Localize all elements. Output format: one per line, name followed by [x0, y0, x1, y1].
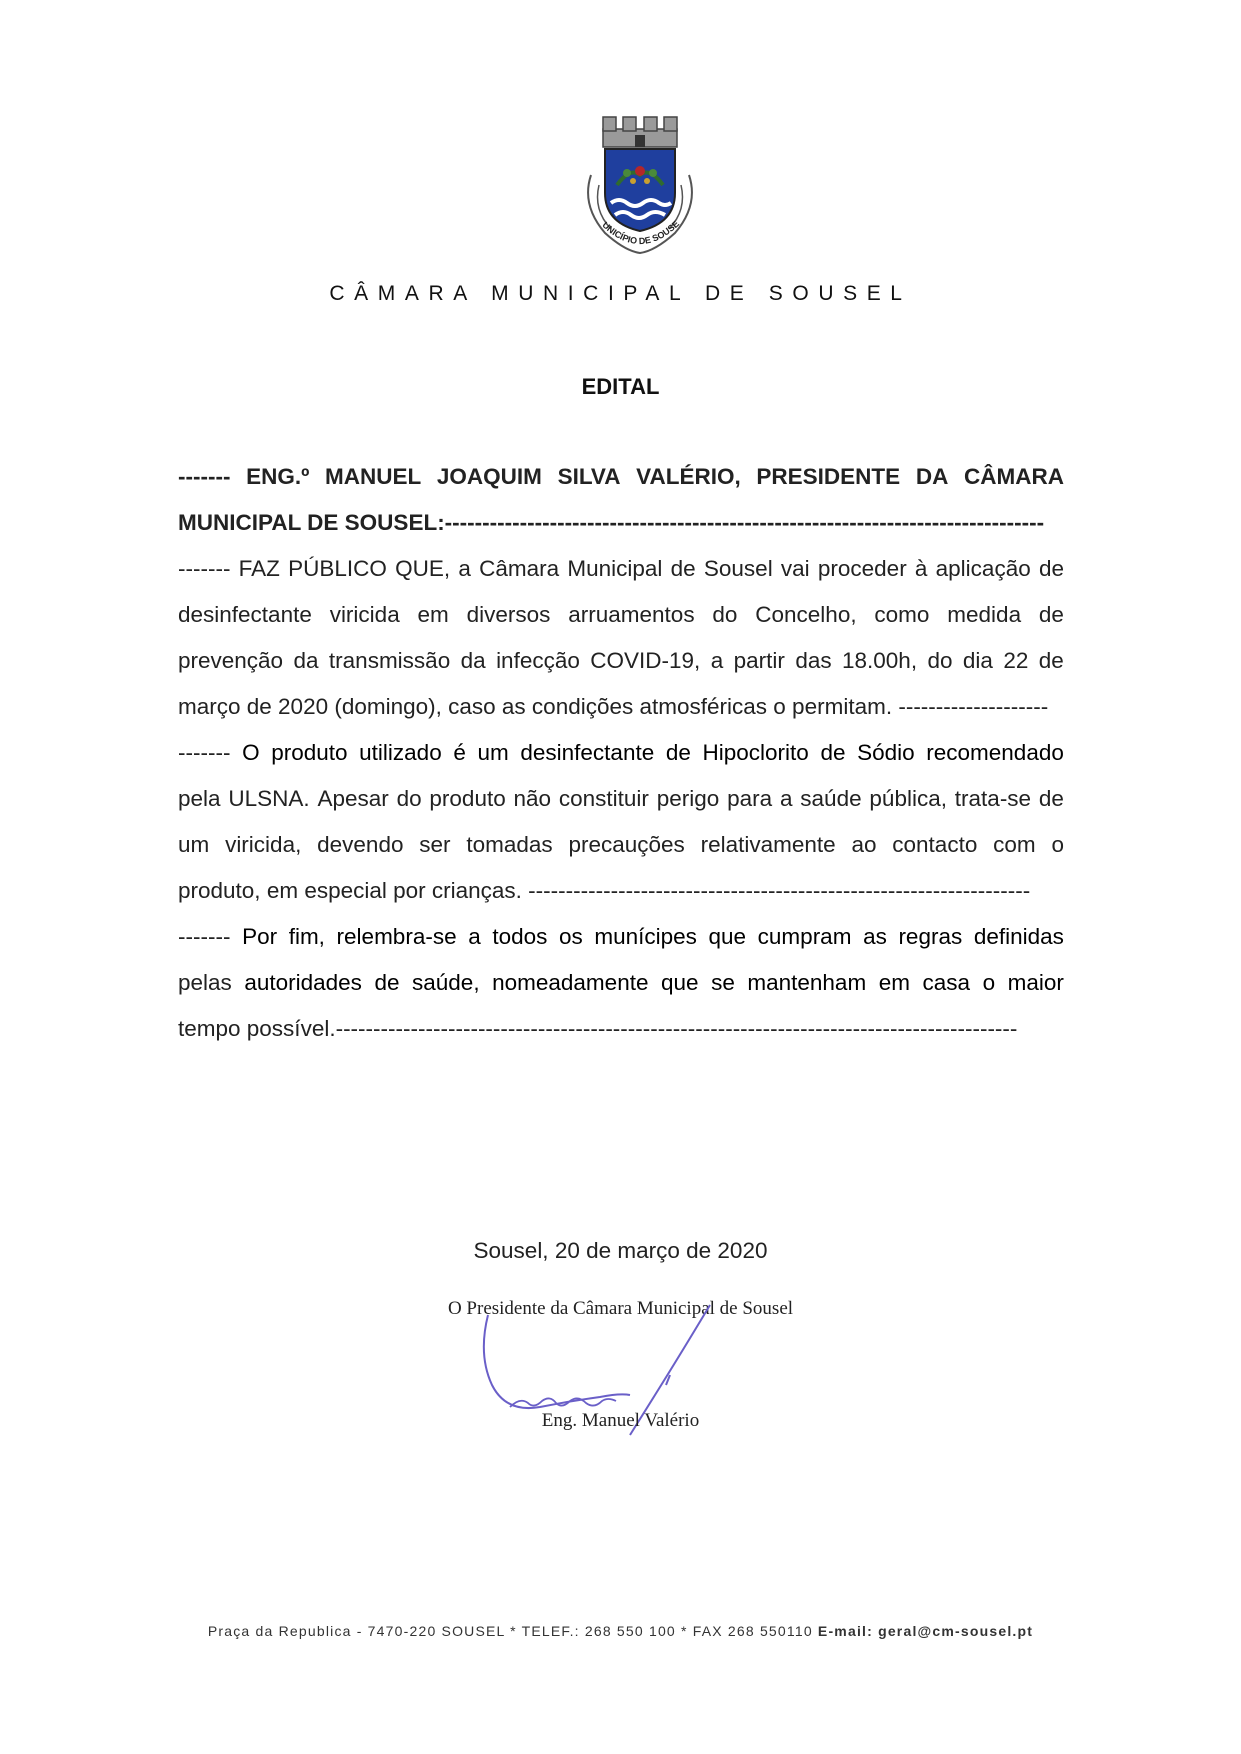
body-word: de [1038, 556, 1064, 581]
body-word: pública, [869, 786, 947, 811]
body-word: Municipal [567, 556, 663, 581]
document-body [178, 454, 1064, 1052]
body-word: um [178, 832, 210, 857]
body-word: do [927, 648, 953, 673]
body-word: utilizado [359, 740, 442, 765]
body-word: se [711, 970, 735, 995]
body-word: produto, em especial por crianças. ------------------------------------------------------------------- [178, 878, 1031, 903]
body-word: Concelho, [755, 602, 857, 627]
body-word: para [727, 786, 773, 811]
body-word: ULSNA. [228, 786, 310, 811]
body-word: diversos [466, 602, 551, 627]
body-word: com [993, 832, 1036, 857]
body-word: ------- [178, 556, 231, 581]
body-word: PÚBLICO [288, 556, 387, 581]
place-and-date: Sousel, 20 de março de 2020 [473, 1238, 768, 1263]
body-word: PRESIDENTE [756, 464, 901, 489]
body-line [178, 500, 1064, 546]
body-word: QUE, [395, 556, 451, 581]
body-word: tempo possível.------------------------------------------------------------------------------------------- [178, 1016, 1018, 1041]
body-word: JOAQUIM [436, 464, 542, 489]
body-word: FAZ [238, 556, 280, 581]
body-word: Sódio [857, 740, 915, 765]
body-word: recomendado [926, 740, 1064, 765]
body-word: a [458, 556, 471, 581]
body-word: infecção [496, 648, 580, 673]
body-word: os [558, 924, 583, 949]
body-word: desinfectante [520, 740, 655, 765]
body-word: Por [242, 924, 278, 949]
body-word: desinfectante [178, 602, 312, 627]
organization-name: CÂMARA MUNICIPAL DE SOUSEL [329, 282, 912, 305]
body-word: de [670, 556, 696, 581]
footer-address: Praça da Republica - 7470-220 SOUSEL * TELEF.: 268 550 100 * FAX 268 550110 [207, 1623, 818, 1639]
body-word: como [874, 602, 930, 627]
crest-icon [575, 115, 705, 260]
footer-contact [0, 1623, 1241, 1639]
body-word: pela [178, 786, 221, 811]
body-line [178, 730, 1064, 776]
body-word: SILVA [557, 464, 621, 489]
body-word: contacto [892, 832, 978, 857]
body-word: saúde, [412, 970, 480, 995]
body-line [178, 454, 1064, 500]
body-word: casa [922, 970, 971, 995]
body-word: ao [851, 832, 877, 857]
body-word: as [863, 924, 887, 949]
body-word: Hipoclorito [702, 740, 809, 765]
body-word: de [374, 970, 400, 995]
body-word: 18.00h, [842, 648, 918, 673]
body-word: trata-se [954, 786, 1032, 811]
body-word: fim, [288, 924, 325, 949]
body-word: tomadas [466, 832, 553, 857]
body-word: ------- [178, 464, 231, 489]
body-word: do [396, 786, 422, 811]
signatory-name: Eng. Manuel Valério [541, 1410, 700, 1431]
body-word: é [453, 740, 466, 765]
body-line [178, 868, 1064, 914]
body-word: de [665, 740, 691, 765]
body-word: que [708, 924, 747, 949]
body-word: nomeadamente [492, 970, 649, 995]
body-word: devendo [317, 832, 404, 857]
body-word: março de 2020 (domingo), caso as condições atmosféricas o permitam. -------------------- [178, 694, 1049, 719]
body-word: da [293, 648, 319, 673]
body-line [178, 546, 1064, 592]
body-word: vai [780, 556, 810, 581]
body-word: autoridades [244, 970, 362, 995]
body-word: maior [1007, 970, 1064, 995]
body-line [178, 960, 1064, 1006]
body-word: ------- [178, 924, 231, 949]
body-word: relativamente [700, 832, 836, 857]
body-word: da [460, 648, 486, 673]
body-word: aplicação [935, 556, 1031, 581]
body-line [178, 822, 1064, 868]
body-word: precauções [568, 832, 685, 857]
body-word: MANUEL [325, 464, 422, 489]
body-word: um [477, 740, 509, 765]
body-line [178, 914, 1064, 960]
body-word: proceder [817, 556, 907, 581]
body-line [178, 638, 1064, 684]
body-word: das [795, 648, 832, 673]
footer-email[interactable]: E-mail: geral@cm-sousel.pt [817, 1623, 1034, 1639]
body-word: Câmara [479, 556, 560, 581]
body-word: viricida [329, 602, 400, 627]
body-word: DA [915, 464, 949, 489]
body-word: regras [898, 924, 963, 949]
body-word: produto [429, 786, 506, 811]
body-word: o [1051, 832, 1064, 857]
crest-label: UNICÍPIO DE SOUSE [600, 218, 682, 247]
body-word: de [1038, 786, 1064, 811]
body-word: do [712, 602, 738, 627]
body-word: saúde [800, 786, 862, 811]
body-word: a [779, 786, 793, 811]
body-word: o [982, 970, 996, 995]
body-line [178, 592, 1064, 638]
body-word: mantenham [747, 970, 867, 995]
body-word: perigo [656, 786, 720, 811]
body-word: Sousel [703, 556, 773, 581]
body-word: viricida, [225, 832, 302, 857]
document-title: EDITAL [581, 374, 660, 399]
body-word: VALÉRIO, [636, 464, 741, 489]
body-word: a [468, 924, 481, 949]
body-word: O [242, 740, 260, 765]
body-word: MUNICIPAL DE SOUSEL:-------------------------------------------------------------------------------- [178, 510, 1045, 535]
body-word: de [1038, 602, 1064, 627]
body-word: partir [733, 648, 785, 673]
body-word: ser [419, 832, 451, 857]
body-word: que [661, 970, 699, 995]
body-word: ------- [178, 740, 231, 765]
body-word: cumpram [757, 924, 852, 949]
body-word: à [914, 556, 928, 581]
body-word: dia [962, 648, 993, 673]
body-word: prevenção [178, 648, 284, 673]
body-word: constituir [558, 786, 649, 811]
body-word: de [1038, 648, 1064, 673]
body-line [178, 776, 1064, 822]
body-word: transmissão [328, 648, 451, 673]
body-word: em [417, 602, 449, 627]
body-word: ENG.º [246, 464, 310, 489]
body-word: COVID-19, [590, 648, 701, 673]
body-word: CÂMARA [964, 464, 1064, 489]
signatory-role: O Presidente da Câmara Municipal de Sousel [447, 1298, 794, 1319]
body-word: pelas [178, 970, 232, 995]
body-word: a [710, 648, 724, 673]
body-word: todos [492, 924, 548, 949]
body-word: em [878, 970, 910, 995]
body-word: relembra-se [336, 924, 457, 949]
municipal-crest [575, 115, 705, 260]
body-word: produto [271, 740, 348, 765]
body-word: munícipes [594, 924, 697, 949]
body-word: definidas [973, 924, 1064, 949]
body-word: 22 [1003, 648, 1029, 673]
body-line [178, 684, 1064, 730]
body-word: arruamentos [568, 602, 695, 627]
body-line [178, 1006, 1064, 1052]
body-word: de [820, 740, 846, 765]
body-word: medida [947, 602, 1022, 627]
body-word: Apesar [317, 786, 389, 811]
body-word: não [513, 786, 552, 811]
